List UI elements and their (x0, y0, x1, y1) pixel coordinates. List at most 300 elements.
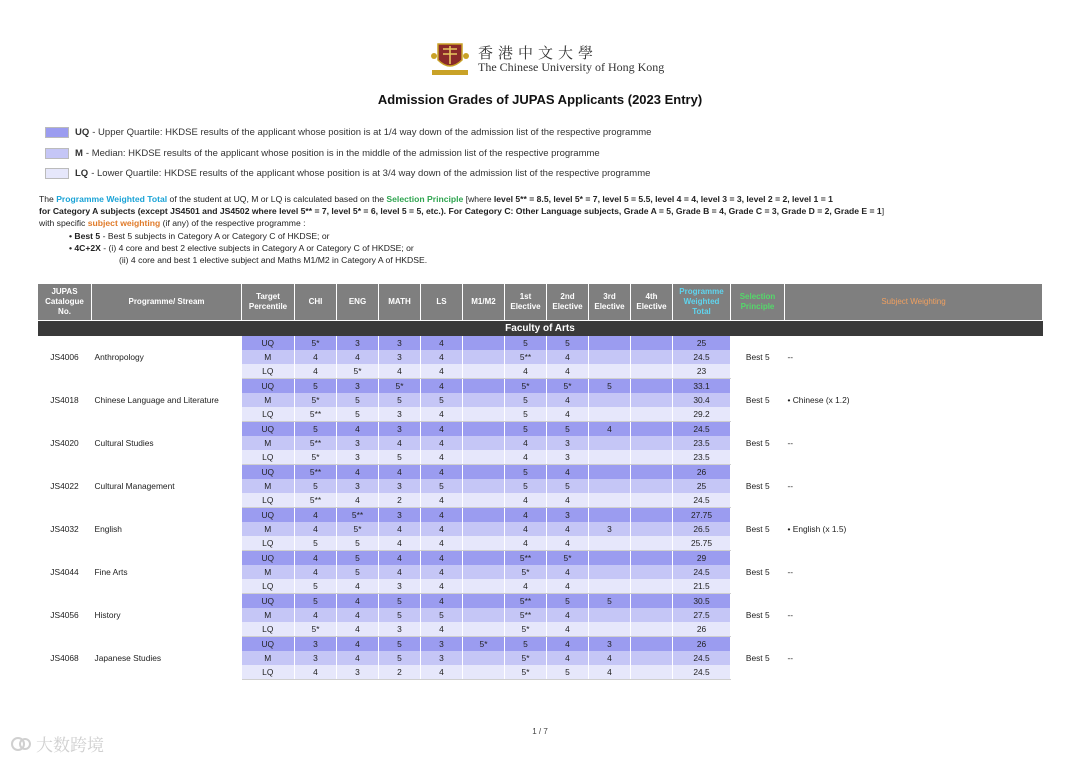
programme-name: Cultural Studies (94, 437, 154, 448)
col-header: M1/M2 (463, 284, 505, 321)
weighted-total: 26 (673, 637, 731, 652)
grade-cell: 4 (421, 522, 463, 536)
selection-notes (39, 193, 1049, 266)
selection-principle: Best 5 (745, 567, 770, 577)
table-row (38, 594, 1043, 609)
grade-cell: 4 (295, 508, 337, 523)
grade-cell: 4 (505, 493, 547, 508)
target-percentile: M (242, 651, 295, 665)
weighted-total: 26 (673, 465, 731, 480)
grade-cell: 4 (421, 407, 463, 422)
weighted-total: 24.5 (673, 565, 731, 579)
grade-cell: 5 (379, 393, 421, 407)
grade-cell (631, 479, 673, 493)
grade-cell: 5 (337, 407, 379, 422)
selection-principle: Best 5 (745, 481, 770, 491)
grade-cell: 5 (295, 579, 337, 594)
table-header-row (38, 284, 1043, 321)
notes-text: of the student at UQ, M or LQ is calculated based on the (167, 194, 387, 204)
col-header: 3rd Elective (589, 284, 631, 321)
catalogue-number: JS4056 (50, 610, 79, 620)
grade-cell (631, 422, 673, 437)
grade-cell: 4 (421, 594, 463, 609)
grade-cell: 4 (379, 551, 421, 566)
grade-cell: 4 (421, 665, 463, 680)
grade-cell: 5* (505, 379, 547, 394)
col-header: 4th Elective (631, 284, 673, 321)
grade-cell (631, 551, 673, 566)
grade-cell: 5 (547, 336, 589, 350)
grade-cell: 5* (505, 565, 547, 579)
grade-cell: 3 (379, 350, 421, 364)
grade-cell: 5 (379, 637, 421, 652)
grade-cell (631, 436, 673, 450)
grade-cell: 4 (421, 465, 463, 480)
col-header: Programme Weighted Total (673, 284, 731, 321)
grade-cell (463, 608, 505, 622)
grade-cell: 4 (337, 594, 379, 609)
grade-cell: 4 (505, 436, 547, 450)
grade-cell: 5** (295, 436, 337, 450)
grade-cell (589, 364, 631, 379)
catalogue-number: JS4020 (50, 438, 79, 448)
grade-cell (463, 493, 505, 508)
grade-cell: 5* (547, 551, 589, 566)
grade-cell: 5 (547, 665, 589, 680)
grade-cell: 5 (379, 608, 421, 622)
catalogue-number: JS4018 (50, 395, 79, 405)
col-header: CHI (295, 284, 337, 321)
selection-principle: Best 5 (745, 438, 770, 448)
university-crest-icon (430, 40, 470, 78)
grade-cell: 4 (505, 522, 547, 536)
grade-cell (463, 665, 505, 680)
grade-cell: 5** (295, 493, 337, 508)
target-percentile: UQ (242, 465, 295, 480)
subject-weighting: -- (787, 610, 794, 620)
legend-lq-text: - Lower Quartile: HKDSE results of the applicant whose position is at 3/4 way down of the admission list of the respective programme (91, 168, 651, 179)
grade-cell: 3 (337, 479, 379, 493)
grade-cell: 4 (379, 536, 421, 551)
weighted-total: 26.5 (673, 522, 731, 536)
grade-cell: 4 (505, 508, 547, 523)
grade-cell (631, 508, 673, 523)
grade-cell: 5 (337, 551, 379, 566)
grade-cell: 4 (505, 579, 547, 594)
grade-cell (631, 651, 673, 665)
weighted-total: 29 (673, 551, 731, 566)
programme-name: Chinese Language and Literature (94, 394, 219, 405)
legend-uq-swatch (45, 127, 69, 138)
grade-cell: 5 (505, 479, 547, 493)
grade-cell (631, 565, 673, 579)
grade-cell (631, 594, 673, 609)
grade-cell: 4 (421, 364, 463, 379)
col-header: MATH (379, 284, 421, 321)
notes-level-scale: level 5** = 8.5, level 5* = 7, level 5 = 5.5, level 4 = 4, level 3 = 3, level 2 = 2, level 1 = 1 (493, 194, 833, 204)
grade-cell: 3 (589, 522, 631, 536)
subject-weighting: -- (787, 438, 794, 448)
weighted-total: 23.5 (673, 450, 731, 465)
grade-cell: 4 (295, 565, 337, 579)
watermark-logo-icon (10, 735, 32, 753)
grade-cell: 5** (505, 594, 547, 609)
weighted-total: 24.5 (673, 422, 731, 437)
legend-m-swatch (45, 148, 69, 159)
grade-cell (631, 350, 673, 364)
grade-cell (589, 551, 631, 566)
target-percentile: UQ (242, 422, 295, 437)
grade-cell: 5* (505, 651, 547, 665)
grade-cell (589, 450, 631, 465)
notes-bullet-4c2x-ii: (ii) 4 core and best 1 elective subject and Maths M1/M2 in Category A of HKDSE. (119, 255, 428, 266)
grade-cell (631, 522, 673, 536)
grade-cell: 4 (379, 364, 421, 379)
grade-cell (463, 551, 505, 566)
grade-cell: 5 (295, 379, 337, 394)
grade-cell: 3 (295, 637, 337, 652)
grade-cell: 5 (505, 422, 547, 437)
col-header: Subject Weighting (785, 284, 1043, 321)
grade-cell (463, 336, 505, 350)
target-percentile: LQ (242, 493, 295, 508)
grade-cell (463, 522, 505, 536)
selection-principle: Best 5 (745, 653, 770, 663)
grade-cell (589, 608, 631, 622)
notes-bullet-4c2x (39, 242, 1049, 254)
grade-cell: 3 (337, 665, 379, 680)
grade-cell (463, 379, 505, 394)
bullet-key: • 4C+2X (69, 242, 101, 253)
faculty-label: Faculty of Arts (38, 321, 1043, 337)
grade-cell: 5* (505, 665, 547, 680)
page-title: Admission Grades of JUPAS Applicants (2023 Entry) (377, 92, 703, 107)
grade-cell (463, 536, 505, 551)
grade-cell: 4 (505, 364, 547, 379)
weighted-total: 23 (673, 364, 731, 379)
page-number: 1 / 7 (532, 727, 548, 736)
grade-cell: 4 (421, 450, 463, 465)
grade-cell (589, 493, 631, 508)
grade-cell: 3 (589, 637, 631, 652)
grade-cell: 4 (337, 465, 379, 480)
grade-cell: 4 (379, 465, 421, 480)
target-percentile: M (242, 522, 295, 536)
grade-cell (631, 536, 673, 551)
grade-cell: 4 (421, 379, 463, 394)
grade-cell: 3 (337, 336, 379, 350)
grade-cell (589, 565, 631, 579)
grade-cell: 4 (295, 522, 337, 536)
grade-cell: 5 (505, 465, 547, 480)
watermark (10, 731, 104, 756)
weighted-total: 30.5 (673, 594, 731, 609)
grade-cell: 5 (505, 407, 547, 422)
selection-principle: Best 5 (745, 610, 770, 620)
bullet-key: • Best 5 (69, 230, 101, 241)
bullet-text: - (i) 4 core and best 2 elective subjects in Category A or Category C of HKDSE; or (100, 242, 414, 253)
grade-cell (631, 393, 673, 407)
catalogue-number: JS4032 (50, 524, 79, 534)
grade-cell: 5* (547, 379, 589, 394)
target-percentile: UQ (242, 551, 295, 566)
target-percentile: M (242, 436, 295, 450)
legend-lq (45, 168, 650, 179)
grade-cell (631, 579, 673, 594)
target-percentile: LQ (242, 364, 295, 379)
weighted-total: 25 (673, 479, 731, 493)
grade-cell: 5* (379, 379, 421, 394)
programme-name: Fine Arts (94, 566, 128, 577)
grade-cell: 4 (589, 651, 631, 665)
grade-cell: 5 (505, 393, 547, 407)
grade-cell: 4 (295, 608, 337, 622)
grade-cell (589, 407, 631, 422)
subject-weighting: -- (787, 481, 794, 491)
legend-m (45, 148, 600, 159)
grade-cell: 4 (547, 465, 589, 480)
grade-cell: 4 (421, 622, 463, 637)
legend-uq-code: UQ (75, 127, 90, 138)
table-row (38, 336, 1043, 350)
page-header (0, 38, 1080, 82)
weighted-total: 25.75 (673, 536, 731, 551)
col-header: LS (421, 284, 463, 321)
grade-cell: 3 (379, 479, 421, 493)
grade-cell (589, 508, 631, 523)
grade-cell: 4 (295, 364, 337, 379)
selection-principle: Best 5 (745, 395, 770, 405)
grade-cell: 5* (337, 522, 379, 536)
subject-weighting: -- (787, 567, 794, 577)
target-percentile: M (242, 479, 295, 493)
grade-cell: 5 (421, 479, 463, 493)
notes-text: (if any) of the respective programme : (160, 218, 306, 229)
grade-cell: 5 (547, 594, 589, 609)
catalogue-number: JS4006 (50, 352, 79, 363)
grade-cell (463, 565, 505, 579)
grade-cell: 5 (421, 608, 463, 622)
catalogue-number: JS4068 (50, 653, 79, 663)
grade-cell: 3 (421, 637, 463, 652)
grade-cell: 3 (379, 622, 421, 637)
grade-cell (589, 479, 631, 493)
notes-bullet-best5 (39, 230, 1049, 242)
grade-cell: 4 (547, 393, 589, 407)
faculty-row (38, 321, 1043, 337)
subject-weighting: • Chinese (x 1.2) (787, 395, 850, 405)
legend-m-text: - Median: HKDSE results of the applicant whose position is in the middle of the admission list of the respective programme (85, 148, 600, 159)
grade-cell (463, 450, 505, 465)
grade-cell: 4 (337, 350, 379, 364)
notes-sp-term: Selection Principle (386, 194, 464, 204)
grade-cell: 4 (421, 336, 463, 350)
grade-cell: 5** (295, 407, 337, 422)
grade-cell: 5** (295, 465, 337, 480)
grade-cell (631, 379, 673, 394)
programme-name: Anthropology (94, 351, 144, 362)
grade-cell: 3 (547, 436, 589, 450)
col-header: Selection Principle (731, 284, 785, 321)
target-percentile: M (242, 393, 295, 407)
grade-cell: 4 (337, 422, 379, 437)
target-percentile: LQ (242, 622, 295, 637)
grade-cell (589, 350, 631, 364)
grade-cell (631, 465, 673, 480)
target-percentile: LQ (242, 407, 295, 422)
weighted-total: 24.5 (673, 665, 731, 680)
col-header: ENG (337, 284, 379, 321)
weighted-total: 33.1 (673, 379, 731, 394)
grade-cell (463, 479, 505, 493)
grade-cell: 2 (379, 665, 421, 680)
grade-cell: 4 (337, 637, 379, 652)
grade-cell: 4 (547, 622, 589, 637)
grade-cell: 4 (337, 608, 379, 622)
selection-principle: Best 5 (745, 352, 770, 363)
grade-cell: 3 (379, 579, 421, 594)
col-header: Target Percentile (242, 284, 295, 321)
grade-cell: 5 (589, 594, 631, 609)
selection-principle: Best 5 (745, 524, 770, 534)
catalogue-number: JS4022 (50, 481, 79, 491)
grade-cell: 4 (337, 493, 379, 508)
grade-cell: 4 (547, 565, 589, 579)
grade-cell: 4 (547, 350, 589, 364)
grade-cell: 4 (337, 622, 379, 637)
grade-cell: 4 (547, 407, 589, 422)
target-percentile: UQ (242, 508, 295, 523)
grade-cell: 5** (337, 508, 379, 523)
grade-cell: 5** (505, 551, 547, 566)
grade-cell (463, 436, 505, 450)
grade-cell (463, 422, 505, 437)
weighted-total: 23.5 (673, 436, 731, 450)
grade-cell (631, 450, 673, 465)
grade-cell: 5 (295, 594, 337, 609)
grade-cell (463, 508, 505, 523)
grade-cell (631, 493, 673, 508)
university-name-english: The Chinese University of Hong Kong (478, 60, 665, 74)
programme-name: Cultural Management (94, 480, 175, 491)
table-row (38, 637, 1043, 652)
notes-line-2 (39, 205, 1049, 217)
legend-lq-code: LQ (75, 168, 89, 179)
weighted-total: 30.4 (673, 393, 731, 407)
grade-cell: 5* (463, 637, 505, 652)
table-row (38, 551, 1043, 566)
grade-cell: 5 (337, 565, 379, 579)
target-percentile: UQ (242, 594, 295, 609)
target-percentile: LQ (242, 665, 295, 680)
weighted-total: 24.5 (673, 350, 731, 364)
grade-cell: 5 (547, 422, 589, 437)
grade-cell (463, 579, 505, 594)
grade-cell (589, 465, 631, 480)
grade-cell: 4 (421, 508, 463, 523)
grade-cell: 4 (505, 450, 547, 465)
programme-name: Japanese Studies (94, 652, 162, 663)
grade-cell (463, 622, 505, 637)
grade-cell: 3 (379, 508, 421, 523)
grade-cell: 4 (379, 436, 421, 450)
grade-cell (463, 350, 505, 364)
grade-cell (463, 465, 505, 480)
grade-cell: 3 (379, 407, 421, 422)
grade-cell (589, 436, 631, 450)
programme-name: History (94, 609, 121, 620)
grade-cell: 4 (547, 637, 589, 652)
weighted-total: 27.75 (673, 508, 731, 523)
notes-text: ] (881, 206, 885, 217)
target-percentile: M (242, 565, 295, 579)
grade-cell: 5 (505, 637, 547, 652)
grade-cell: 4 (337, 579, 379, 594)
programme-name: English (94, 523, 122, 534)
grade-cell (463, 407, 505, 422)
grade-cell: 4 (421, 551, 463, 566)
target-percentile: LQ (242, 450, 295, 465)
grade-cell: 4 (421, 536, 463, 551)
grade-cell: 4 (547, 608, 589, 622)
grade-cell: 5* (505, 622, 547, 637)
grade-cell: 3 (337, 450, 379, 465)
target-percentile: UQ (242, 336, 295, 350)
weighted-total: 27.5 (673, 608, 731, 622)
grade-cell (589, 336, 631, 350)
col-header: 1st Elective (505, 284, 547, 321)
grade-cell: 3 (379, 422, 421, 437)
grade-cell: 4 (421, 565, 463, 579)
bullet-text: - Best 5 subjects in Category A or Category C of HKDSE; or (100, 230, 330, 241)
grade-cell: 5 (505, 336, 547, 350)
notes-line-3 (39, 217, 1049, 229)
grade-cell (631, 364, 673, 379)
target-percentile: UQ (242, 637, 295, 652)
legend-uq-text: - Upper Quartile: HKDSE results of the applicant whose position is at 1/4 way down of the admission list of the respective programme (92, 127, 652, 138)
grade-cell: 4 (421, 436, 463, 450)
catalogue-number: JS4044 (50, 567, 79, 577)
table-row (38, 465, 1043, 480)
grade-cell: 3 (379, 336, 421, 350)
col-header: JUPAS Catalogue No. (38, 284, 92, 321)
grade-cell: 4 (547, 493, 589, 508)
weighted-total: 21.5 (673, 579, 731, 594)
subject-weighting: • English (x 1.5) (787, 524, 847, 534)
notes-pwt-term: Programme Weighted Total (56, 194, 168, 204)
legend-m-code: M (75, 148, 83, 159)
grade-cell: 3 (295, 651, 337, 665)
grade-cell: 4 (547, 536, 589, 551)
col-header: 2nd Elective (547, 284, 589, 321)
weighted-total: 24.5 (673, 651, 731, 665)
target-percentile: M (242, 350, 295, 364)
grade-cell: 5 (295, 536, 337, 551)
grade-cell: 5* (295, 393, 337, 407)
grade-cell: 5 (547, 479, 589, 493)
grade-cell: 5 (589, 379, 631, 394)
grade-cell: 5* (295, 336, 337, 350)
grade-cell: 4 (295, 350, 337, 364)
grade-cell (631, 407, 673, 422)
notes-text: The (39, 194, 57, 204)
target-percentile: UQ (242, 379, 295, 394)
weighted-total: 29.2 (673, 407, 731, 422)
grade-cell: 4 (421, 579, 463, 594)
grade-cell: 5* (295, 622, 337, 637)
grade-cell (589, 393, 631, 407)
table-row (38, 508, 1043, 523)
